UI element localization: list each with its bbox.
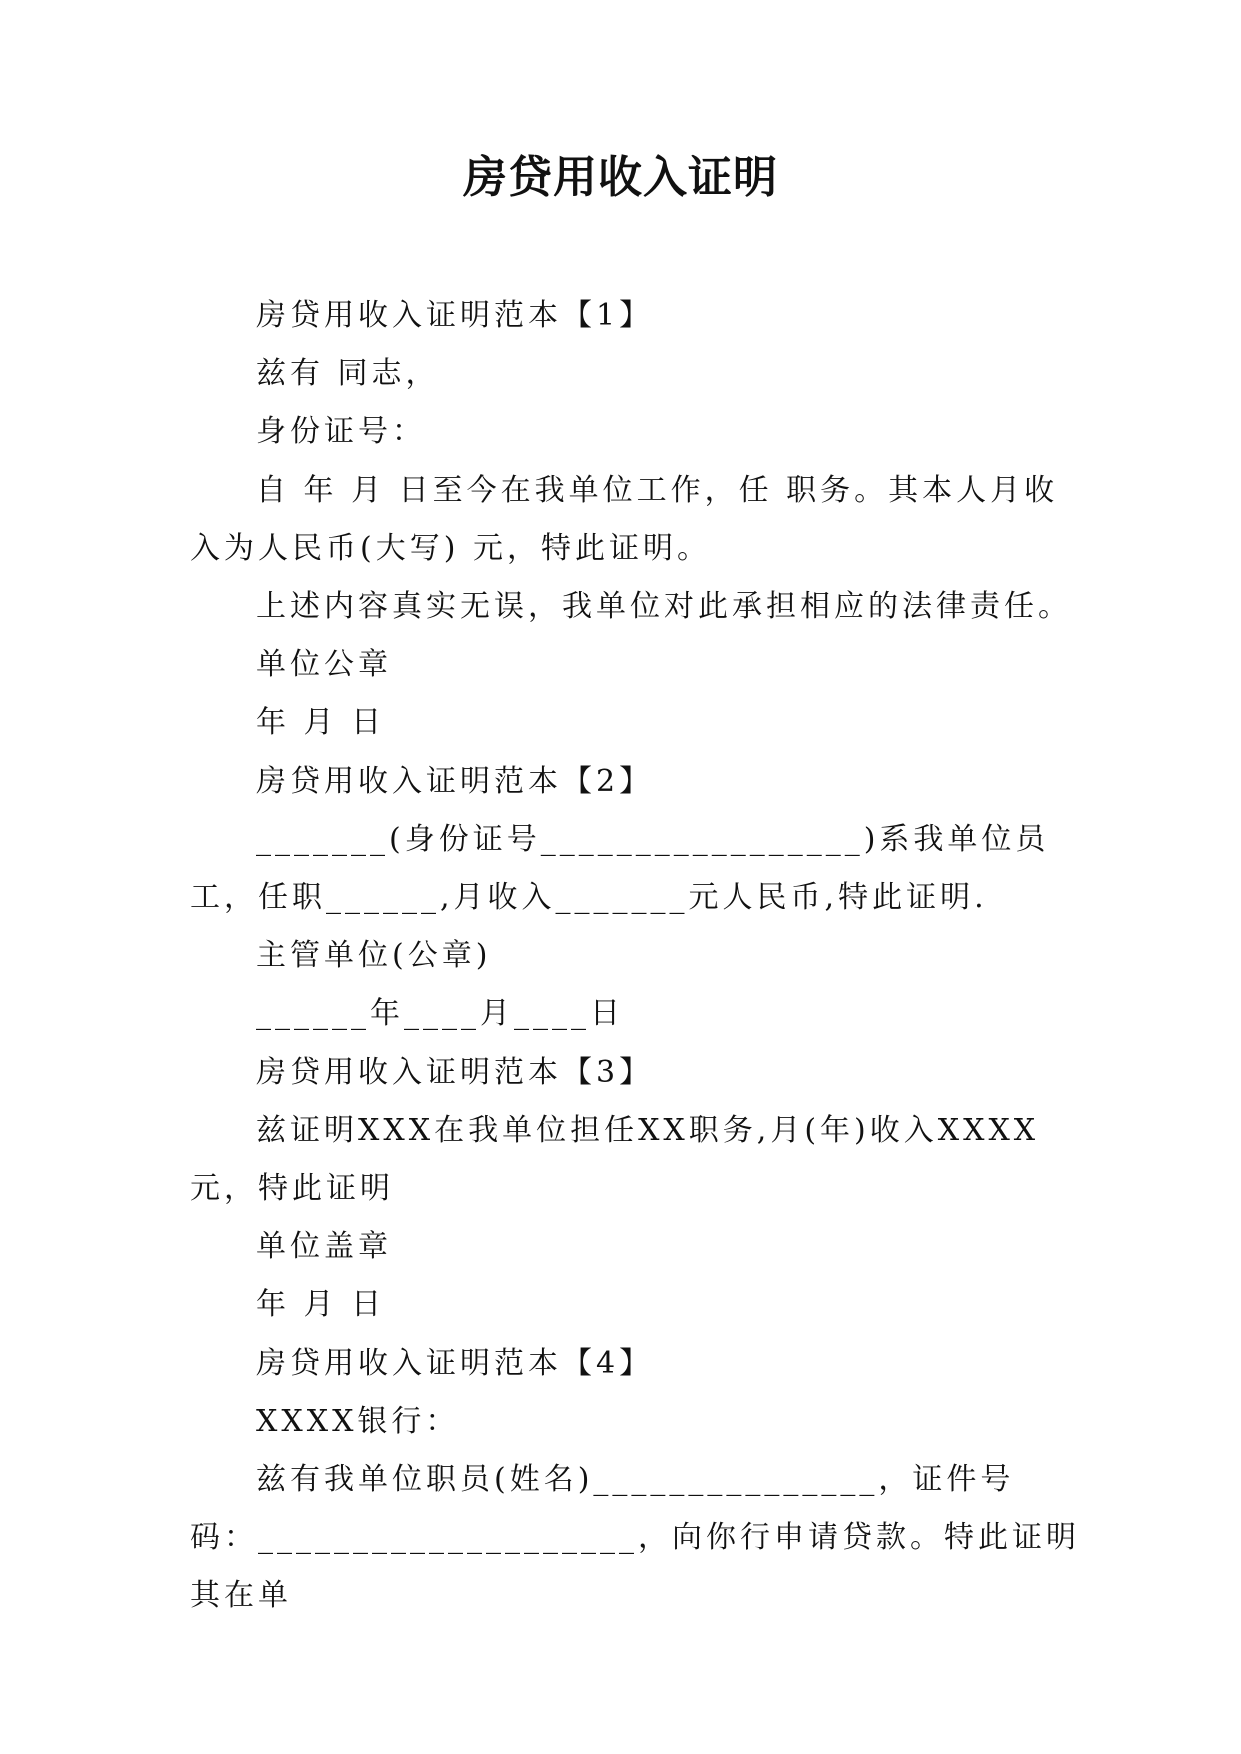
document-body bbox=[190, 287, 1080, 1626]
paragraph-certify-position-income: 兹证明XXX在我单位担任XX职务,月(年)收入XXXX元，特此证明 bbox=[190, 1112, 1040, 1207]
paragraph-employment-income: 自 年 月 日至今在我单位工作，任 职务。其本人月收入为人民币(大写) 元，特此证明。 bbox=[190, 472, 1059, 566]
paragraph-company-seal: 单位公章 bbox=[256, 647, 392, 683]
paragraph-date-2: 年 月 日 bbox=[256, 1287, 386, 1323]
paragraph-employee-blank-form: _______(身份证号_________________)系我单位员工，任职______,月收入_______元人民币,特此证明. bbox=[190, 821, 1050, 916]
paragraph-bank-salutation: XXXX银行： bbox=[256, 1403, 460, 1439]
paragraph-date-blanks: ______年____月____日 bbox=[256, 996, 624, 1032]
paragraph-liability-statement: 上述内容真实无误，我单位对此承担相应的法律责任。 bbox=[256, 589, 1072, 625]
paragraph-sample-4-heading: 房贷用收入证明范本【4】 bbox=[256, 1345, 654, 1381]
paragraph-loan-application: 兹有我单位职员(姓名)_______________，证件号码：____________________，向你行申请贷款。特此证明其在单 bbox=[190, 1462, 1080, 1614]
paragraph-sample-1-heading: 房贷用收入证明范本【1】 bbox=[256, 298, 654, 333]
paragraph-comrade: 兹有 同志， bbox=[256, 356, 440, 392]
paragraph-id-number: 身份证号： bbox=[256, 414, 426, 450]
document-title: 房贷用收入证明 bbox=[463, 152, 778, 203]
paragraph-sample-2-heading: 房贷用收入证明范本【2】 bbox=[256, 763, 654, 799]
paragraph-date: 年 月 日 bbox=[256, 705, 386, 741]
paragraph-unit-stamp: 单位盖章 bbox=[256, 1229, 392, 1265]
paragraph-supervising-unit: 主管单位(公章) bbox=[256, 938, 492, 974]
paragraph-sample-3-heading: 房贷用收入证明范本【3】 bbox=[256, 1054, 654, 1090]
